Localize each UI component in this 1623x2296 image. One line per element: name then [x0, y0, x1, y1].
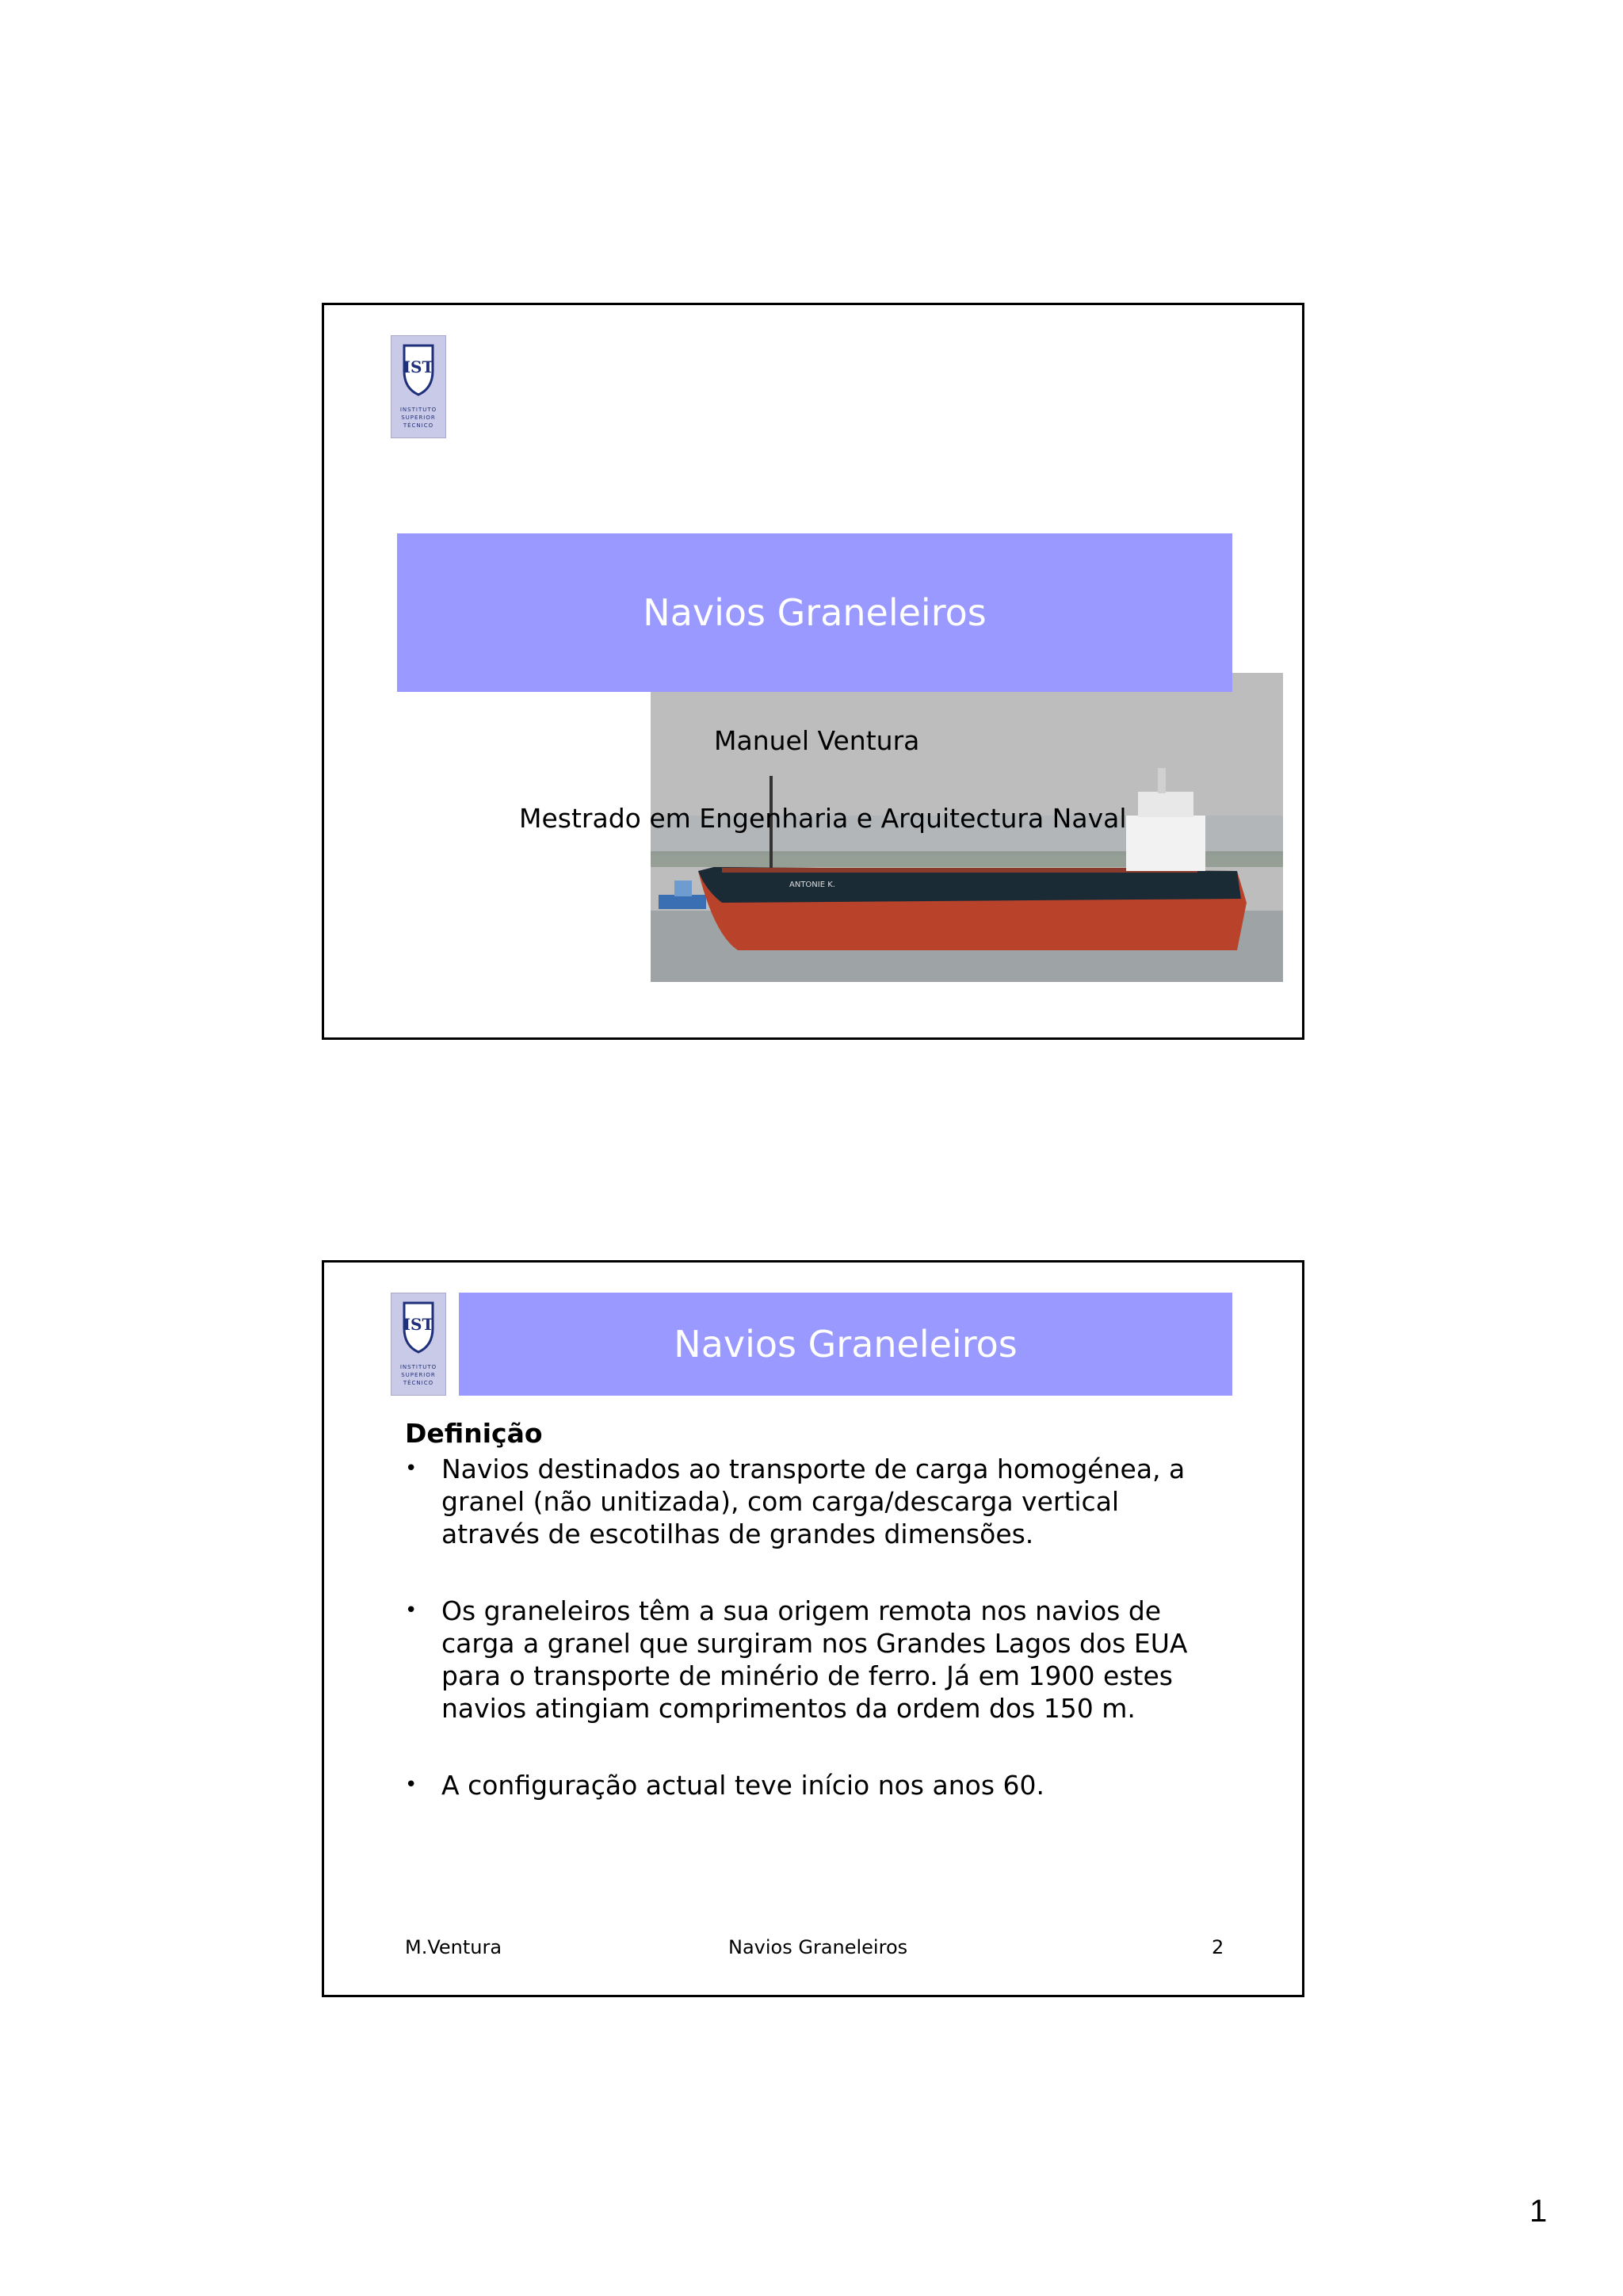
- list-item: • Navios destinados ao transporte de carga homogénea, a granel (não unitizada), com carga/descarga vertical através de escotilhas de grandes dimensões.: [405, 1454, 1186, 1549]
- list-item: • Os graneleiros têm a sua origem remota nos navios de carga a granel que surgiram nos Grandes Lagos dos EUA para o transporte de minério de ferro. Já em 1900 estes navios atingiam comprimentos da ordem dos 150 m.: [405, 1595, 1188, 1724]
- logo-text: INSTITUTO SUPERIOR TÉCNICO: [399, 407, 437, 429]
- slide-2: [322, 1260, 1304, 1997]
- author-name: Manuel Ventura: [714, 725, 920, 756]
- footer-author: M.Ventura: [405, 1936, 502, 1958]
- section-heading: Definição: [405, 1418, 543, 1449]
- course-name: Mestrado em Engenharia e Arquitectura Naval: [519, 803, 1127, 834]
- logo-text: INSTITUTO SUPERIOR TÉCNICO: [399, 1364, 437, 1386]
- ist-logo: [391, 1293, 446, 1396]
- footer-slide-number: 2: [1212, 1936, 1224, 1958]
- shield-icon: [403, 1301, 434, 1354]
- slide-title: Navios Graneleiros: [397, 533, 1232, 692]
- bullet-icon: •: [405, 1599, 418, 1622]
- bullet-icon: •: [405, 1457, 418, 1480]
- svg-text:IST: IST: [403, 1315, 434, 1334]
- slide-title: Navios Graneleiros: [459, 1293, 1232, 1396]
- bullet-icon: •: [405, 1773, 418, 1797]
- footer-title: Navios Graneleiros: [728, 1936, 908, 1958]
- bullet-list: [405, 1453, 1205, 1846]
- ist-logo: [391, 335, 446, 438]
- svg-text:IST: IST: [403, 357, 434, 376]
- shield-icon: [403, 344, 434, 396]
- page-number: 1: [1529, 2194, 1548, 2229]
- slide-1: [322, 303, 1304, 1040]
- svg-text:ANTONIE K.: ANTONIE K.: [789, 881, 835, 889]
- list-item: • A configuração actual teve início nos anos 60.: [405, 1770, 1044, 1801]
